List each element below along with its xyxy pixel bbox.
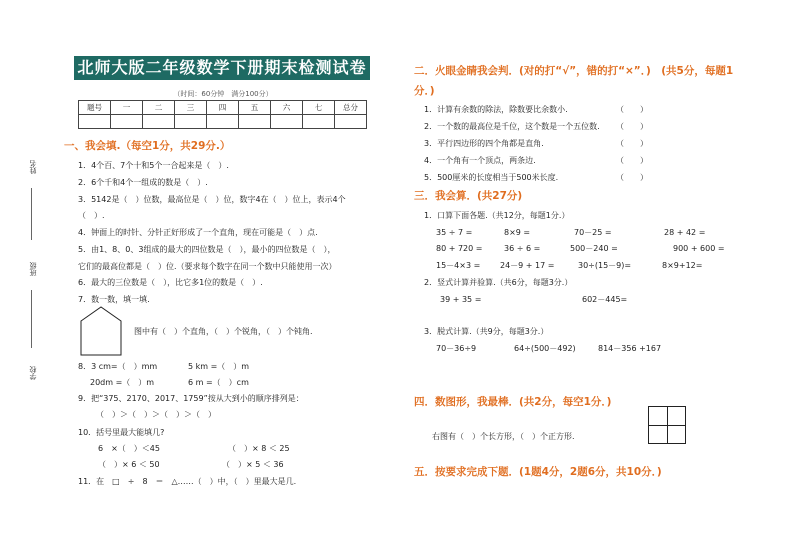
s2-item-4: 4．一个角有一个顶点，两条边. bbox=[424, 156, 536, 165]
section1-heading: 一、我会填.（每空1分，共29分.） bbox=[64, 140, 231, 152]
class-label: 班级 bbox=[29, 262, 37, 276]
s3-part3: 3．脱式计算.（共9分，每题3分.） bbox=[424, 327, 549, 336]
section2-heading-line2: 分．) bbox=[414, 85, 435, 97]
s1-q11: 11．在 □ ÷ 8 ＝ △……（ ）中，（ ）里最大是几. bbox=[78, 477, 297, 486]
score-cell[interactable] bbox=[111, 115, 143, 129]
school-label: 学校 bbox=[29, 366, 37, 380]
score-header-cell: 总分 bbox=[335, 101, 367, 115]
answer-paren[interactable]: （ ） bbox=[616, 139, 648, 148]
calc-item: 30÷(15－9)= bbox=[578, 261, 632, 270]
s1-q3b: （ ）. bbox=[78, 211, 105, 220]
calc-item: 35 ÷ 7 = bbox=[436, 228, 473, 237]
calc-item: 36 ÷ 6 = bbox=[504, 244, 541, 253]
s1-q5b: 它们的最高位都是（ ）位.（要求每个数字在同一个数中只能使用一次） bbox=[78, 262, 337, 271]
s1-q7: 7．数一数，填一填. bbox=[78, 295, 150, 304]
s2-item-2: 2．一个数的最高位是千位，这个数是一个五位数. bbox=[424, 122, 600, 131]
s4-text: 右图有（ ）个长方形，（ ）个正方形. bbox=[432, 432, 575, 441]
s1-q7-figure-text: 图中有（ ）个直角，（ ）个锐角，（ ）个钝角. bbox=[134, 327, 313, 336]
section2-heading-line1: 二．火眼金睛我会判．(对的打“√”，错的打“×”．) (共5分，每题1 bbox=[414, 65, 734, 77]
s3-part2: 2．竖式计算并验算.（共6分，每题3分.） bbox=[424, 278, 573, 287]
s1-q10a2: （ ）× 8 ＜ 25 bbox=[228, 444, 290, 453]
score-cell[interactable] bbox=[79, 115, 111, 129]
class-line bbox=[31, 290, 32, 348]
score-header-cell: 六 bbox=[271, 101, 303, 115]
s2-item-5: 5．500厘米的长度相当于500米长度. bbox=[424, 173, 559, 182]
s1-q4: 4．钟面上的时针、分针正好形成了一个直角，现在可能是（ ）点. bbox=[78, 228, 318, 237]
section5-heading: 五．按要求完成下题．(1题4分，2题6分，共10分．) bbox=[414, 466, 662, 478]
score-header-cell: 三 bbox=[175, 101, 207, 115]
score-header-cell: 题号 bbox=[79, 101, 111, 115]
score-cell[interactable] bbox=[207, 115, 239, 129]
score-header-cell: 一 bbox=[111, 101, 143, 115]
s1-q2: 2．6个千和4个一组成的数是（ ）. bbox=[78, 178, 208, 187]
s3-part2-b: 602－445= bbox=[582, 295, 628, 304]
score-header-cell: 五 bbox=[239, 101, 271, 115]
s1-q6: 6．最大的三位数是（ ），比它多1位的数是（ ）. bbox=[78, 278, 263, 287]
calc-item: 70－25 = bbox=[574, 228, 612, 237]
score-cell[interactable] bbox=[175, 115, 207, 129]
s2-item-3: 3．平行四边形的四个角都是直角. bbox=[424, 139, 544, 148]
s2-item-1: 1．计算有余数的除法，除数要比余数小. bbox=[424, 105, 568, 114]
calc-item: 900 + 600 = bbox=[673, 244, 725, 253]
square-grid-figure bbox=[648, 406, 686, 444]
score-cell[interactable] bbox=[303, 115, 335, 129]
calc-item: 28 + 42 = bbox=[664, 228, 706, 237]
name-label: 姓名 bbox=[29, 160, 37, 174]
s1-q8a2: 5 km =（ ）m bbox=[188, 362, 250, 371]
s1-q3a: 3．5142是（ ）位数，最高位是（ ）位，数字4在（ ）位上，表示4个 bbox=[78, 195, 346, 204]
s1-q9b: （ ）＞（ ）＞（ ）＞（ ） bbox=[96, 410, 216, 419]
score-table bbox=[78, 100, 367, 129]
s3-part1: 1．口算下面各题.（共12分，每题1分.） bbox=[424, 211, 570, 220]
score-cell[interactable] bbox=[335, 115, 367, 129]
s1-q8b2: 6 m =（ ）cm bbox=[188, 378, 249, 387]
score-cell[interactable] bbox=[271, 115, 303, 129]
exam-title: 北师大版二年级数学下册期末检测试卷 bbox=[74, 56, 370, 80]
s1-q10b1: （ ）× 6 ＜ 50 bbox=[98, 460, 160, 469]
s1-q9: 9．把“375、2170、2017、1759”按从大到小的顺序排列是： bbox=[78, 394, 304, 403]
name-line bbox=[31, 188, 32, 240]
calc-item: 8×9+12= bbox=[662, 261, 703, 270]
answer-paren[interactable]: （ ） bbox=[616, 122, 648, 131]
s1-q8a1: 8．3 cm=（ ）mm bbox=[78, 362, 158, 371]
calc-item: 500－240 = bbox=[570, 244, 618, 253]
answer-paren[interactable]: （ ） bbox=[616, 105, 648, 114]
score-table-blank-row bbox=[79, 115, 367, 129]
s3-part3-a: 70－36÷9 bbox=[436, 344, 477, 353]
answer-paren[interactable]: （ ） bbox=[616, 173, 648, 182]
s1-q5a: 5．由1、8、0、3组成的最大的四位数是（ ），最小的四位数是（ ）， bbox=[78, 245, 336, 254]
calc-item: 8×9 = bbox=[504, 228, 531, 237]
s3-part3-b: 64÷(500－492) bbox=[514, 344, 576, 353]
score-header-cell: 二 bbox=[143, 101, 175, 115]
s1-q10: 10．括号里最大能填几? bbox=[78, 428, 165, 437]
pentagon-figure bbox=[80, 306, 122, 356]
calc-item: 15－4×3 = bbox=[436, 261, 481, 270]
score-header-cell: 七 bbox=[303, 101, 335, 115]
s1-q10a1: 6 ×（ ）＜45 bbox=[98, 444, 160, 453]
s1-q10b2: （ ）× 5 ＜ 36 bbox=[222, 460, 284, 469]
score-cell[interactable] bbox=[143, 115, 175, 129]
calc-item: 24－9 + 17 = bbox=[500, 261, 555, 270]
score-header-cell: 四 bbox=[207, 101, 239, 115]
score-cell[interactable] bbox=[239, 115, 271, 129]
s1-q8b1: 20dm =（ ）m bbox=[90, 378, 155, 387]
s3-part2-a: 39 + 35 = bbox=[440, 295, 482, 304]
s3-part3-c: 814－356 +167 bbox=[598, 344, 662, 353]
time-info: （时间：60分钟 满分100分） bbox=[173, 90, 273, 98]
score-table-header-row bbox=[79, 101, 367, 115]
section3-heading: 三．我会算．(共27分) bbox=[414, 190, 523, 202]
answer-paren[interactable]: （ ） bbox=[616, 156, 648, 165]
section4-heading: 四．数图形，我最棒．(共2分，每空1分．) bbox=[414, 396, 612, 408]
calc-item: 80 + 720 = bbox=[436, 244, 483, 253]
grid-vertical-line bbox=[667, 407, 668, 443]
s1-q1: 1．4个百、7个十和5个一合起来是（ ）. bbox=[78, 161, 229, 170]
